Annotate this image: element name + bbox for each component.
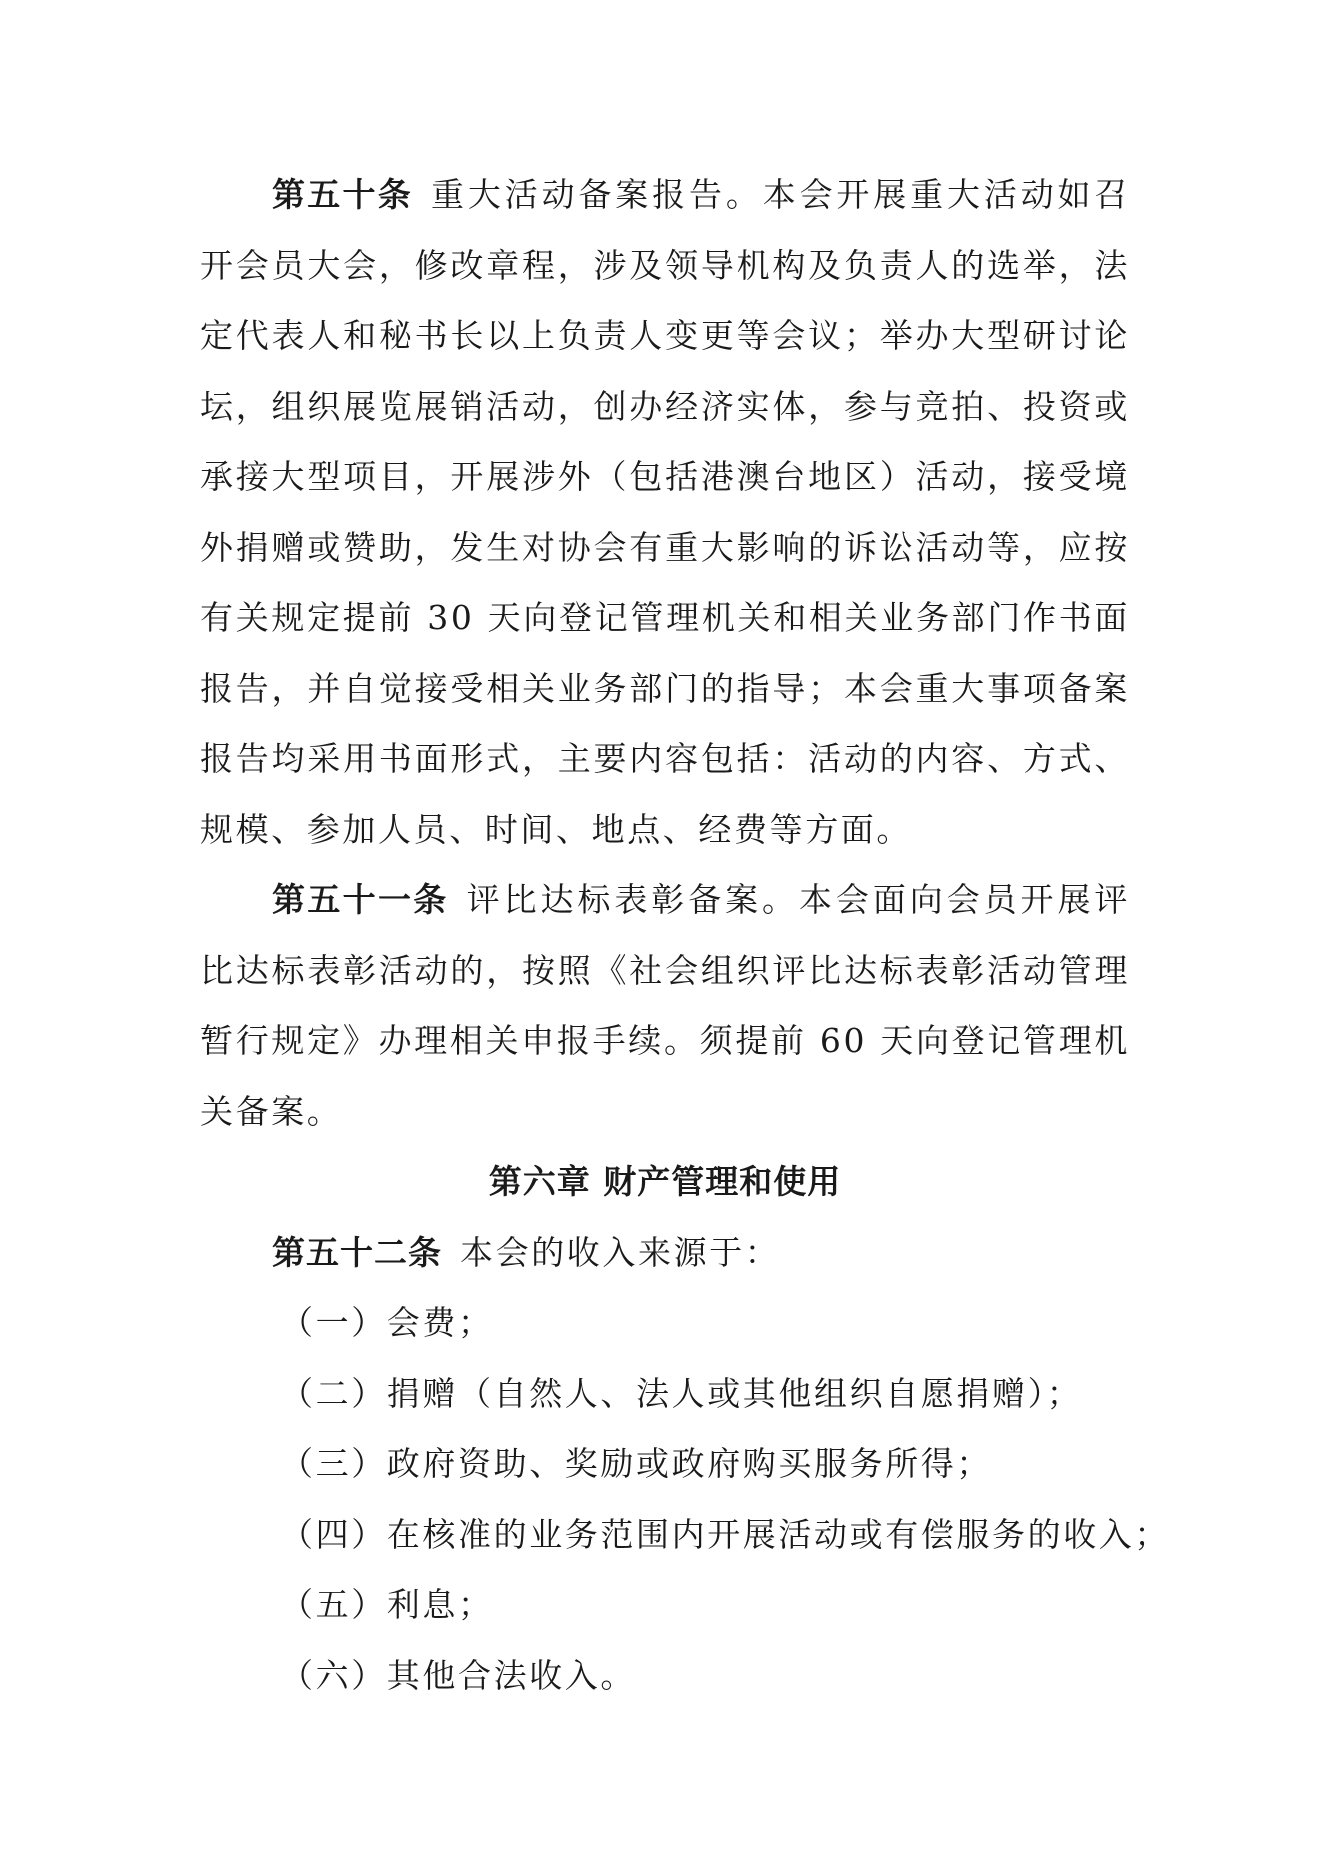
article-50-text: 重大活动备案报告。本会开展重大活动如召开会员大会，修改章程，涉及领导机构及负责人的选举，法定代表人和秘书长以上负责人变更等会议；举办大型研讨论坛，组织展览展销活动，创办经济实体，参与竞拍、投资或承接大型项目，开展涉外（包括港澳台地区）活动，接受境外捐赠或赞助，发生对协会有重大影响的诉讼活动等，应按有关规定提前 30 天向登记管理机关和相关业务部门作书面报告，并自觉接受相关业务部门的指导；本会重大事项备案报告均采用书面形式，主要内容包括：活动的内容、方式、规模、参加人员、时间、地点、经费等方面。 (200, 175, 1131, 849)
income-item-6: （六）其他合法收入。 (280, 1655, 636, 1695)
document-body (200, 160, 1170, 1711)
income-item-3: （三）政府资助、奖励或政府购买服务所得； (280, 1444, 992, 1483)
article-50 (200, 160, 1130, 865)
income-item-5: （五）利息； (280, 1585, 494, 1624)
article-52 (200, 1218, 1130, 1289)
article-51-number: 第五十一条 (272, 880, 449, 919)
chapter-title: 第六章 财产管理和使用 (488, 1162, 842, 1201)
income-item-4: （四）在核准的业务范围内开展活动或有偿服务的收入； (280, 1514, 1170, 1554)
article-52-text: 本会的收入来源于： (460, 1232, 781, 1272)
article-51-text: 评比达标表彰备案。本会面向会员开展评比达标表彰活动的，按照《社会组织评比达标表彰活动管理暂行规定》办理相关申报手续。须提前 60 天向登记管理机关备案。 (200, 880, 1130, 1131)
article-51 (200, 865, 1130, 1147)
income-item-2: （二）捐赠（自然人、法人或其他组织自愿捐赠）； (280, 1373, 1083, 1413)
income-item-1: （一）会费； (280, 1303, 494, 1342)
article-50-number: 第五十条 (272, 175, 414, 214)
article-52-number: 第五十二条 (272, 1232, 442, 1272)
